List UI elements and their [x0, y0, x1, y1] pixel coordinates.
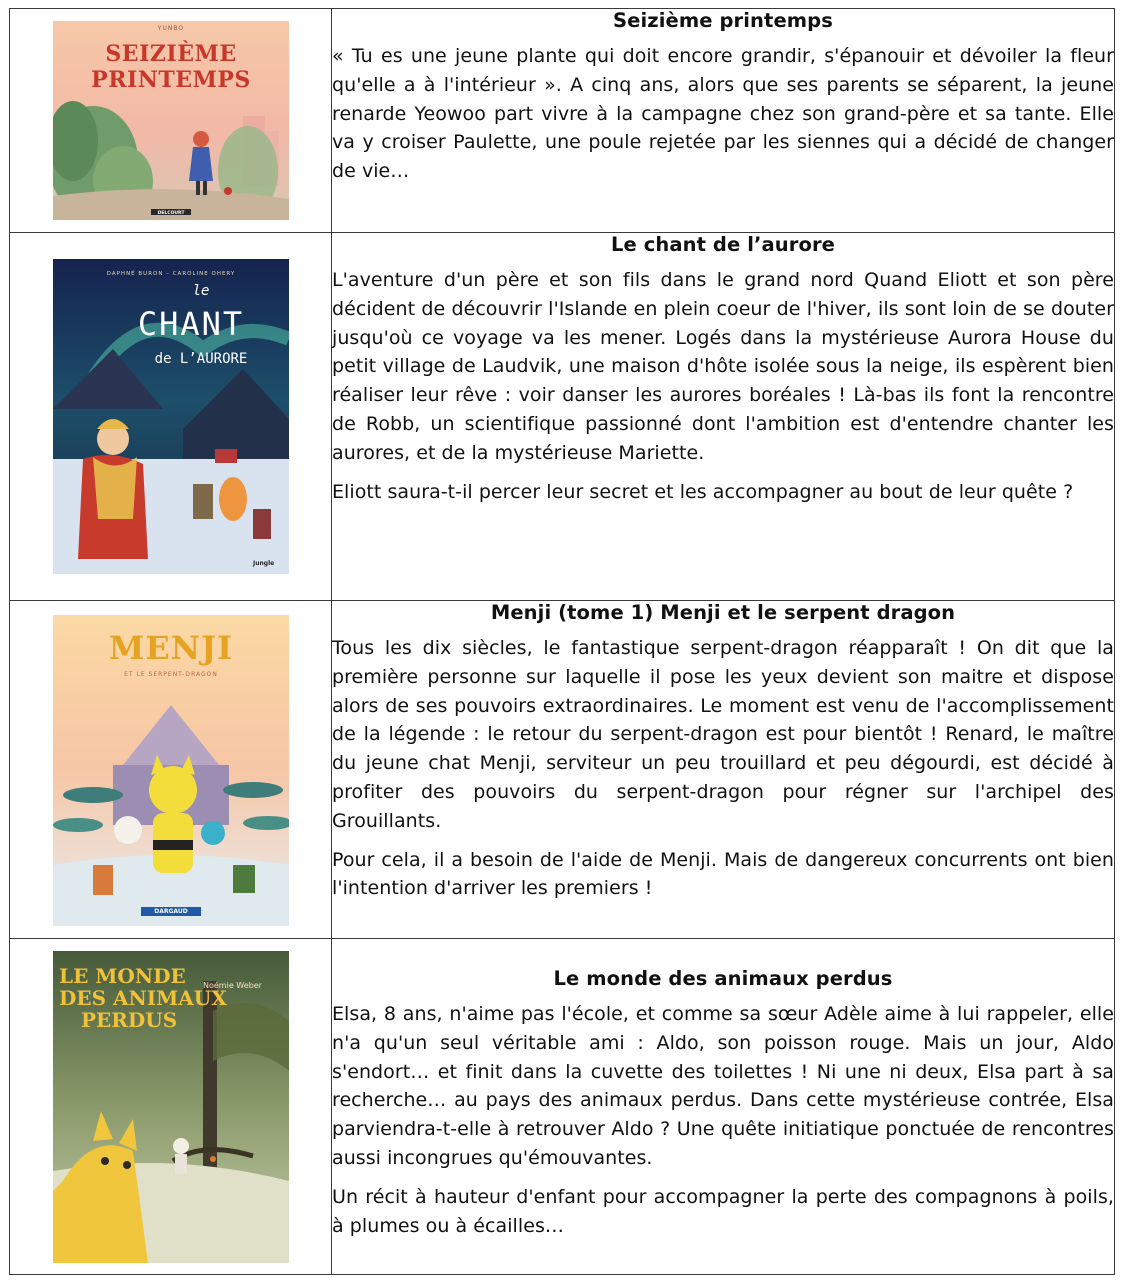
book-description: Pour cela, il a besoin de l'aide de Menji. Mais de dangereux concurrents ont bien l'intention d'arriver les premiers ! [332, 848, 1114, 900]
book-title: Le monde des animaux perdus [553, 967, 893, 990]
cover-author: Noémie Weber [203, 981, 262, 990]
cover-subtitle: ET LE SERPENT-DRAGON [124, 671, 218, 678]
description-cell [332, 939, 1115, 1275]
book-description: Eliott saura-t-il percer leur secret et les accompagner au bout de leur quête ? [332, 480, 1074, 503]
book-description: L'aventure d'un père et son fils dans le grand nord Quand Eliott et son père décident de découvrir l'Islande en plein coeur de l'hiver, ils sont loin de se douter jusqu'où ce voyage va les mener. Logés dans la mystérieuse Aurora House du petit village de Laudvik, une maison d'hôte isolée sous la neige, ils espèrent bien réaliser leur rêve : voir danser les aurores boréales ! Là-bas ils font la rencontre de Robb, un scientifique passionné dont l'ambition est d'entendre chanter les aurores, et de la mystérieuse Mariette. [332, 269, 1114, 464]
books-table [9, 8, 1115, 1275]
cover-publisher: DELCOURT [157, 211, 185, 216]
cover-publisher: Jungle [253, 560, 275, 567]
cover-cell [10, 939, 332, 1275]
cover-title-chant: CHANT [137, 305, 245, 343]
book-description: Elsa, 8 ans, n'aime pas l'école, et comme sa sœur Adèle aime à lui rappeler, elle n'a qu'un seul véritable ami : Aldo, son poisson rouge. Mais un jour, Aldo s'endort… et finit dans la cuvette des toilettes ! Ni une ni deux, Elsa part à sa recherche… au pays des animaux perdus. Dans cette mystérieuse contrée, Elsa parviendra-t-elle à retrouver Aldo ? Une quête initiatique ponctuée de rencontres aussi incongrues qu'émouvantes. [332, 1003, 1114, 1169]
book-description: Tous les dix siècles, le fantastique serpent-dragon réapparaît ! On dit que la première personne sur laquelle il pose les yeux devient son maitre et dispose alors de ses pouvoirs extraordinaires. Le moment est venu de l'accomplissement de la légende : le retour du serpent-dragon est pour bientôt ! Renard, le maître du jeune chat Menji, serviteur un peu trouillard et peu dégourdi, est décidé à profiter des pouvoirs du serpent-dragon pour régner sur l'archipel des Grouillants. [332, 637, 1114, 832]
book-row [10, 939, 1115, 1275]
description-cell [332, 601, 1115, 939]
cover-cell [10, 233, 332, 601]
book-cover-menji [53, 615, 289, 926]
book-row [10, 233, 1115, 601]
book-title: Le chant de l’aurore [611, 233, 835, 256]
description-cell [332, 9, 1115, 233]
book-row [10, 601, 1115, 939]
cover-authors: DAPHNÉ BURON – CAROLINE OHERY [106, 271, 236, 277]
cover-title: MENJI [108, 629, 234, 667]
cover-title-line: PRINTEMPS [91, 67, 251, 93]
cover-title-line: PERDUS [81, 1008, 178, 1032]
cover-title-line: DES ANIMAUX [59, 986, 227, 1010]
cover-title-line: SEIZIÈME [105, 41, 237, 67]
book-cover-animaux-perdus [53, 951, 289, 1263]
cover-title-aurore: de L’AURORE [154, 351, 248, 367]
book-description: « Tu es une jeune plante qui doit encore grandir, s'épanouir et dévoiler la fleur qu'elle a à l'intérieur ». A cinq ans, alors que ses parents se séparent, la jeune renarde Yeowoo part vivre à la campagne chez son grand-père et sa tante. Elle va y croiser Paulette, une poule rejetée par les siennes qui a décidé de changer de vie… [332, 45, 1114, 183]
cover-title-le: le [192, 283, 210, 299]
cover-author [53, 621, 289, 628]
cover-title [59, 965, 227, 1031]
cover-title [53, 41, 289, 93]
book-title: Seizième printemps [613, 9, 833, 32]
description-cell [332, 233, 1115, 601]
book-cover-seizieme-printemps [53, 21, 289, 220]
book-row [10, 9, 1115, 233]
cover-cell [10, 9, 332, 233]
cover-cell [10, 601, 332, 939]
book-description: Un récit à hauteur d'enfant pour accompagner la perte des compagnons à poils, à plumes ou à écailles… [332, 1185, 1114, 1237]
book-title: Menji (tome 1) Menji et le serpent dragon [490, 601, 956, 624]
book-cover-chant-aurore [53, 259, 289, 574]
cover-title-line: LE MONDE [59, 964, 186, 988]
cover-author: YUNBO [157, 25, 185, 32]
cover-publisher: DARGAUD [154, 908, 188, 915]
